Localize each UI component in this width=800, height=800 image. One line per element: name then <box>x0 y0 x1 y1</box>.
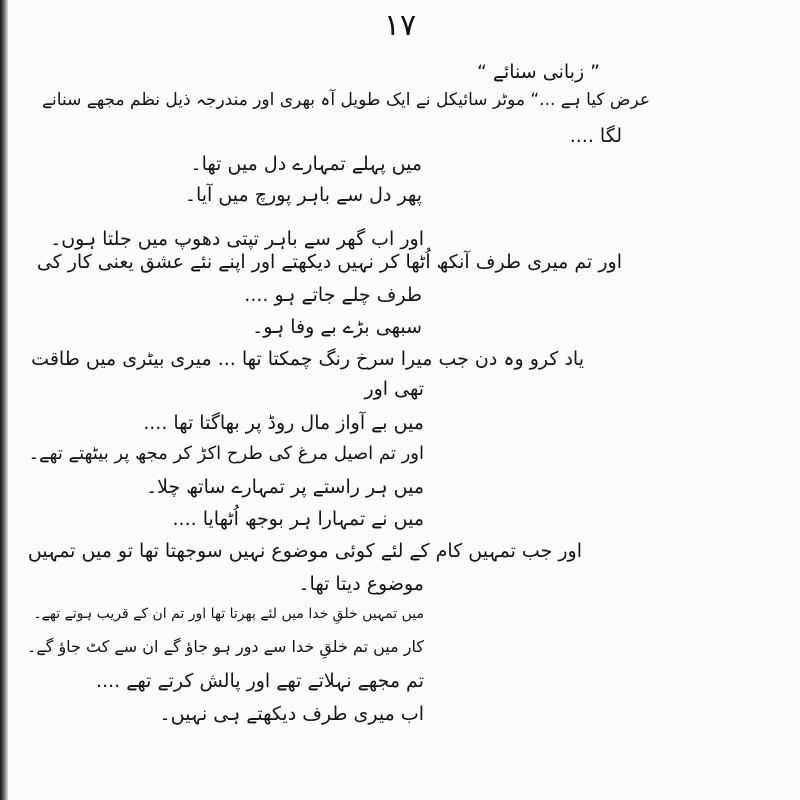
page-number: ١٧ <box>383 8 417 43</box>
text-line-9: یاد کرو وہ دن جب میرا سرخ رنگ چمکتا تھا ... میری بیٹری میں طاقت <box>31 348 584 370</box>
text-line-15: اور جب تمہیں کام کے لئے کوئی موضوع نہیں سوجھتا تھا تو میں تمہیں <box>27 540 582 562</box>
text-line-7: طرف چلے جاتے ہو .... <box>244 284 422 306</box>
section-heading: ” زبانی سنائے “ <box>476 61 600 83</box>
text-line-6: اور تم میری طرف آنکھ اُٹھا کر نہیں دیکھتے اور اپنے نئے عشق یعنی کار کی <box>36 251 622 273</box>
text-line-5: اور اب گھر سے باہر تپتی دھوپ میں جلتا ہوں۔ <box>50 228 424 250</box>
page-binding-edge <box>0 0 8 800</box>
text-line-14: میں نے تمہارا ہر بوجھ اُٹھایا .... <box>172 508 424 530</box>
text-line-1: عرض کیا ہے ...“ موٹر سائیکل نے ایک طویل آہ بھری اور مندرجہ ذیل نظم مجھے سنانے <box>42 90 650 110</box>
text-line-20: اب میری طرف دیکھتے ہی نہیں۔ <box>159 703 424 725</box>
text-line-10: تھی اور <box>364 378 424 400</box>
text-line-13: میں ہر راستے پر تمہارے ساتھ چلا۔ <box>146 476 424 498</box>
text-line-3: میں پہلے تمہارے دل میں تھا۔ <box>190 153 422 175</box>
text-line-17: میں تمہیں خلقِ خدا میں لئے پھرتا تھا اور تم ان کے قریب ہوتے تھے۔ <box>33 606 424 622</box>
text-line-16: موضوع دیتا تھا۔ <box>298 573 424 595</box>
text-line-8: سبھی بڑے بے وفا ہو۔ <box>252 316 422 338</box>
text-line-19: تم مجھے نہلاتے تھے اور پالش کرتے تھے .... <box>96 670 424 692</box>
text-line-4: پھر دل سے باہر پورچ میں آیا۔ <box>184 184 422 206</box>
text-line-2: لگا .... <box>569 125 622 147</box>
text-line-11: میں بے آواز مال روڈ پر بھاگتا تھا .... <box>143 412 424 434</box>
text-line-12: اور تم اصیل مرغ کی طرح اکڑ کر مجھ پر بیٹھتے تھے۔ <box>28 443 424 464</box>
text-line-18: کار میں تم خلقِ خدا سے دور ہو جاؤ گے ان سے کٹ جاؤ گے۔ <box>26 637 424 656</box>
